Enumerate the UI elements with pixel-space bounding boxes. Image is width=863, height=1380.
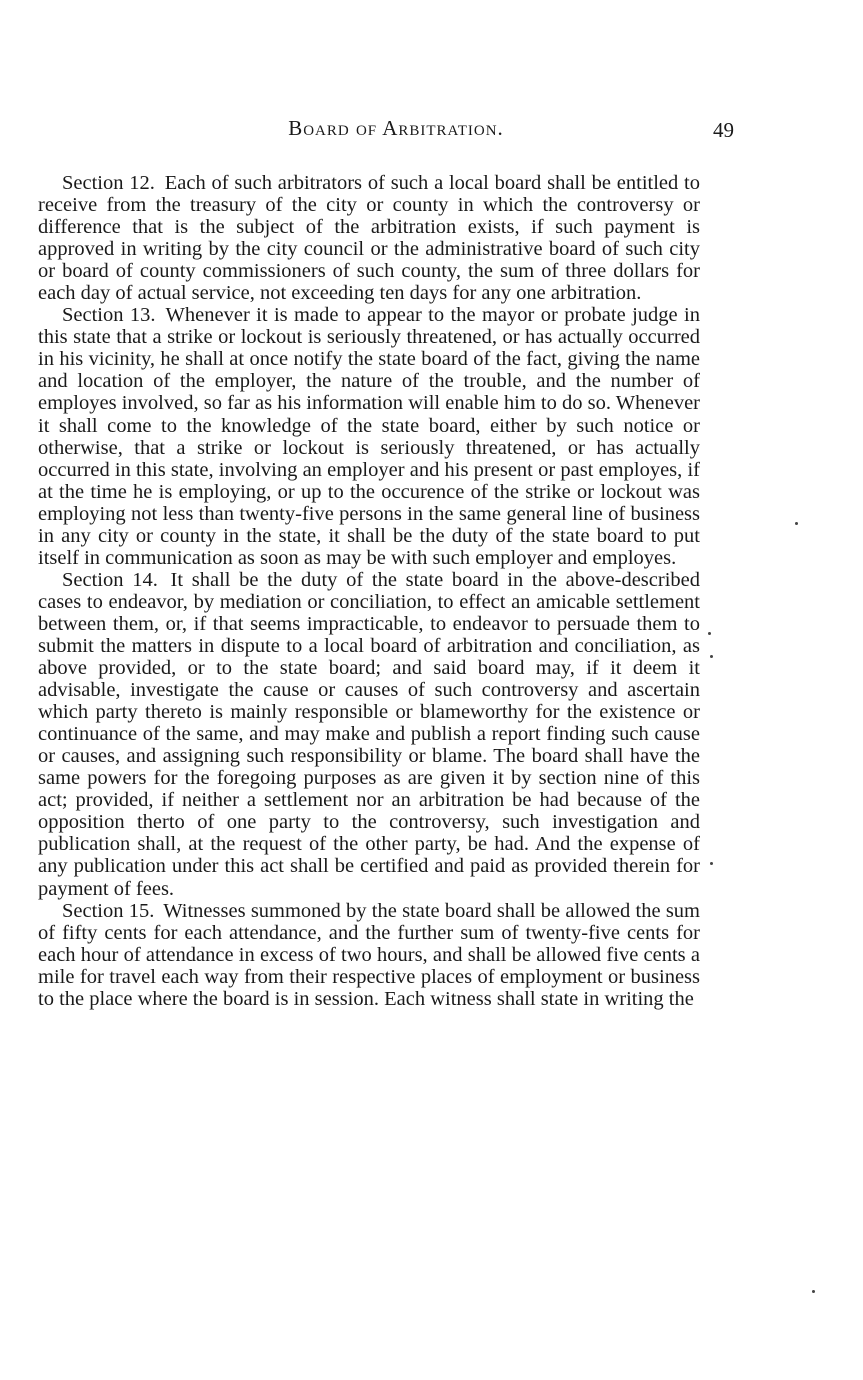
running-head [36, 116, 826, 146]
section-label: Section 15. [62, 899, 155, 922]
section-14 [38, 569, 700, 900]
running-title: Board of Arbitration. [288, 116, 504, 140]
section-text: Whenever it is made to appear to the mayor or probate judge in this state that a strike or lockout is seriously threatened, or has actually occurred in his vicinity, he shall at once notify the state board of the fact, giving the name and location of the employer, the nature of the trouble, and the number of employes involved, so far as his information will enable him to do so. Whenever it shall come to the knowledge of the state board, either by such notice or otherwise, that a strike or lockout is seriously threatened, or has actually occurred in this state, involving an employer and his present or past employes, if at the time he is employing, or up to the occurence of the strike or lockout was employing not less than twenty-five persons in the same general line of business in any city or county in the state, it shall be the duty of the state board to put itself in communication as soon as may be with such employer and employes. [38, 304, 700, 569]
print-speck [710, 655, 713, 658]
section-label: Section 13. [62, 304, 156, 327]
print-speck [812, 1290, 815, 1293]
section-text: Witnesses summoned by the state board shall be allowed the sum of fifty cents for each attendance, and the further sum of twenty-five cents for each hour of attendance in excess of two hours, and shall be allowed five cents a mile for travel each way from their respective places of employment or business to the place where the board is in session. Each witness shall state in writing the [38, 899, 700, 1010]
section-label: Section 12. [62, 172, 155, 194]
page-number: 49 [713, 118, 734, 142]
section-12 [38, 172, 700, 304]
section-label: Section 14. [62, 568, 158, 591]
section-text: It shall be the duty of the state board in the above-described cases to endeavor, by mediation or conciliation, to effect an amicable settlement between them, or, if that seems impracticable, to endeavor to persuade them to submit the matters in dispute to a local board of arbitration and conciliation, as above provided, or to the state board; and said board may, if it deem it advisable, investigate the cause or causes of such controversy and ascertain which party thereto is mainly responsible or blameworthy for the existence or continuance of the same, and may make and publish a report finding such cause or causes, and assigning such responsibility or blame. The board shall have the same powers for the foregoing purposes as are given it by section nine of this act; provided, if neither a settlement nor an arbitration be had because of the opposition therto of one party to the controversy, such investigation and publication shall, at the request of the other party, be had. And the expense of any publication under this act shall be certified and paid as provided therein for payment of fees. [38, 568, 700, 900]
print-speck [710, 862, 713, 865]
section-15 [38, 900, 700, 1010]
section-text: Each of such arbitrators of such a local board shall be entitled to receive from the treasury of the city or county in which the controversy or difference that is the subject of the arbitration exists, if such payment is approved in writing by the city council or the administrative board of such city or board of county commissioners of such county, the sum of three dollars for each day of actual service, not exceeding ten days for any one arbitration. [38, 172, 701, 305]
print-speck [795, 522, 798, 525]
print-speck [708, 632, 711, 635]
body-text [38, 172, 700, 1010]
section-13 [38, 304, 700, 569]
